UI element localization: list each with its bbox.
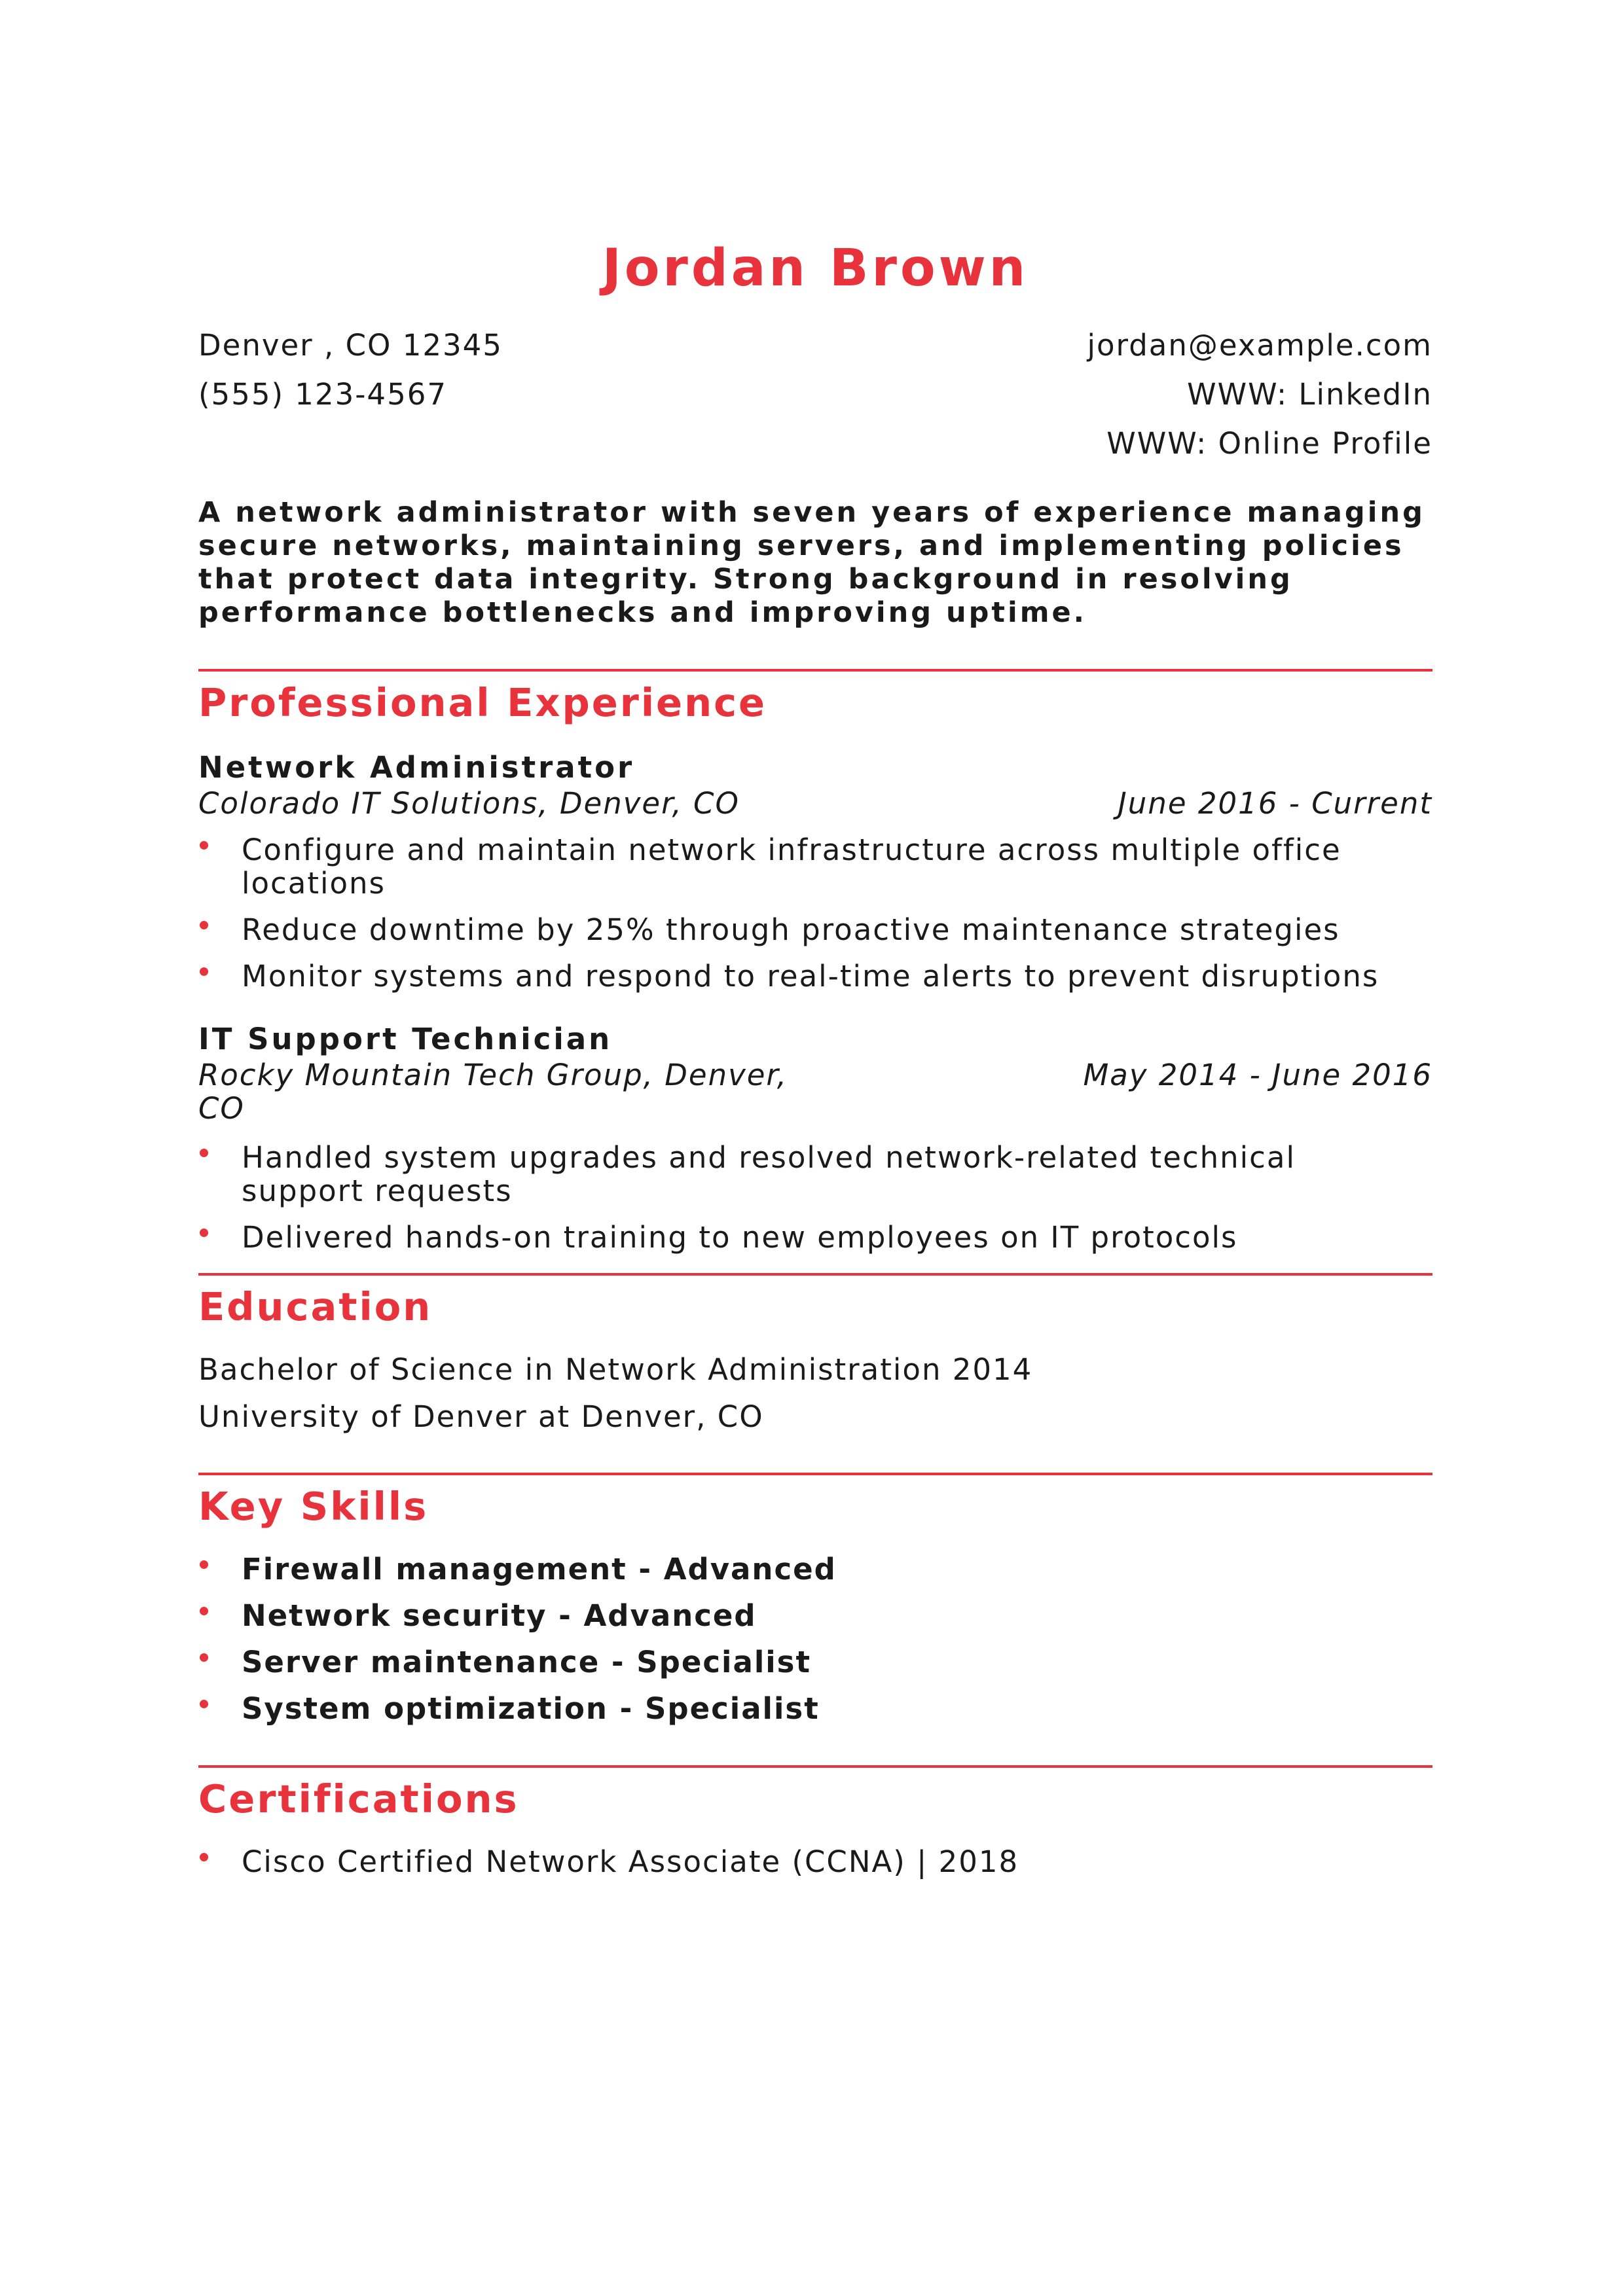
education-section bbox=[198, 1273, 1432, 1441]
phone: (555) 123-4567 bbox=[198, 377, 447, 412]
list-item: Reduce downtime by 25% through proactive maintenance strategies bbox=[198, 913, 1432, 946]
job-entry bbox=[198, 749, 1432, 993]
job-title: IT Support Technician bbox=[198, 1022, 613, 1056]
resume-page bbox=[198, 0, 1432, 2296]
candidate-name: Jordan Brown bbox=[602, 239, 1029, 298]
skill-item: System optimization - Specialist bbox=[198, 1692, 1432, 1725]
skill-item: Firewall management - Advanced bbox=[198, 1552, 1432, 1586]
job-title: Network Administrator bbox=[198, 750, 635, 785]
job-dates: June 2016 - Current bbox=[1118, 786, 1432, 821]
job-dates: May 2014 - June 2016 bbox=[1083, 1058, 1432, 1092]
degree: Bachelor of Science in Network Administration 2014 bbox=[198, 1352, 1033, 1387]
bullet-icon bbox=[200, 1700, 208, 1708]
job-meta bbox=[198, 1058, 1432, 1125]
job-bullets bbox=[198, 833, 1432, 993]
skills-list bbox=[198, 1552, 1432, 1725]
section-divider bbox=[198, 1473, 1432, 1475]
bullet-icon bbox=[200, 1149, 208, 1157]
list-item: Monitor systems and respond to real-time alerts to prevent disruptions bbox=[198, 960, 1432, 993]
job-entry bbox=[198, 1020, 1432, 1254]
school: University of Denver at Denver, CO bbox=[198, 1399, 764, 1434]
email-link[interactable]: jordan@example.com bbox=[1087, 328, 1432, 363]
certifications-section bbox=[198, 1765, 1432, 1878]
bullet-icon bbox=[200, 967, 208, 976]
section-title: Certifications bbox=[198, 1776, 519, 1821]
bullet-icon bbox=[200, 1229, 208, 1237]
bullet-icon bbox=[200, 1607, 208, 1615]
bullet-icon bbox=[200, 1560, 208, 1569]
skills-section bbox=[198, 1473, 1432, 1725]
list-item: Delivered hands-on training to new employees on IT protocols bbox=[198, 1221, 1432, 1254]
bullet-icon bbox=[200, 841, 208, 850]
section-divider bbox=[198, 669, 1432, 672]
linkedin-link[interactable]: WWW: LinkedIn bbox=[1187, 377, 1432, 412]
location: Denver , CO 12345 bbox=[198, 328, 503, 363]
contact-left bbox=[198, 321, 503, 419]
skill-item: Server maintenance - Specialist bbox=[198, 1645, 1432, 1679]
list-item: Configure and maintain network infrastructure across multiple office locations bbox=[198, 833, 1432, 900]
certifications-list bbox=[198, 1845, 1432, 1878]
professional-summary: A network administrator with seven years of experience managing secure networks, maintaining servers, and implementing policies that protect data integrity. Strong background in resolving performance bottlenecks and improving uptime. bbox=[198, 496, 1425, 629]
section-divider bbox=[198, 1273, 1432, 1276]
job-company: Colorado IT Solutions, Denver, CO bbox=[198, 786, 740, 821]
experience-section bbox=[198, 669, 1432, 1254]
job-meta bbox=[198, 787, 1432, 820]
section-title: Key Skills bbox=[198, 1484, 429, 1529]
section-title: Education bbox=[198, 1284, 433, 1329]
bullet-icon bbox=[200, 921, 208, 929]
certification-item: Cisco Certified Network Associate (CCNA) | 2018 bbox=[198, 1845, 1432, 1878]
bullet-icon bbox=[200, 1853, 208, 1861]
job-company: Rocky Mountain Tech Group, Denver, CO bbox=[198, 1058, 788, 1126]
bullet-icon bbox=[200, 1653, 208, 1662]
contact-right bbox=[1087, 321, 1432, 468]
section-title: Professional Experience bbox=[198, 680, 767, 725]
job-bullets bbox=[198, 1141, 1432, 1254]
skill-item: Network security - Advanced bbox=[198, 1599, 1432, 1632]
section-divider bbox=[198, 1765, 1432, 1768]
list-item: Handled system upgrades and resolved network-related technical support requests bbox=[198, 1141, 1432, 1208]
online-profile-link[interactable]: WWW: Online Profile bbox=[1106, 426, 1432, 461]
